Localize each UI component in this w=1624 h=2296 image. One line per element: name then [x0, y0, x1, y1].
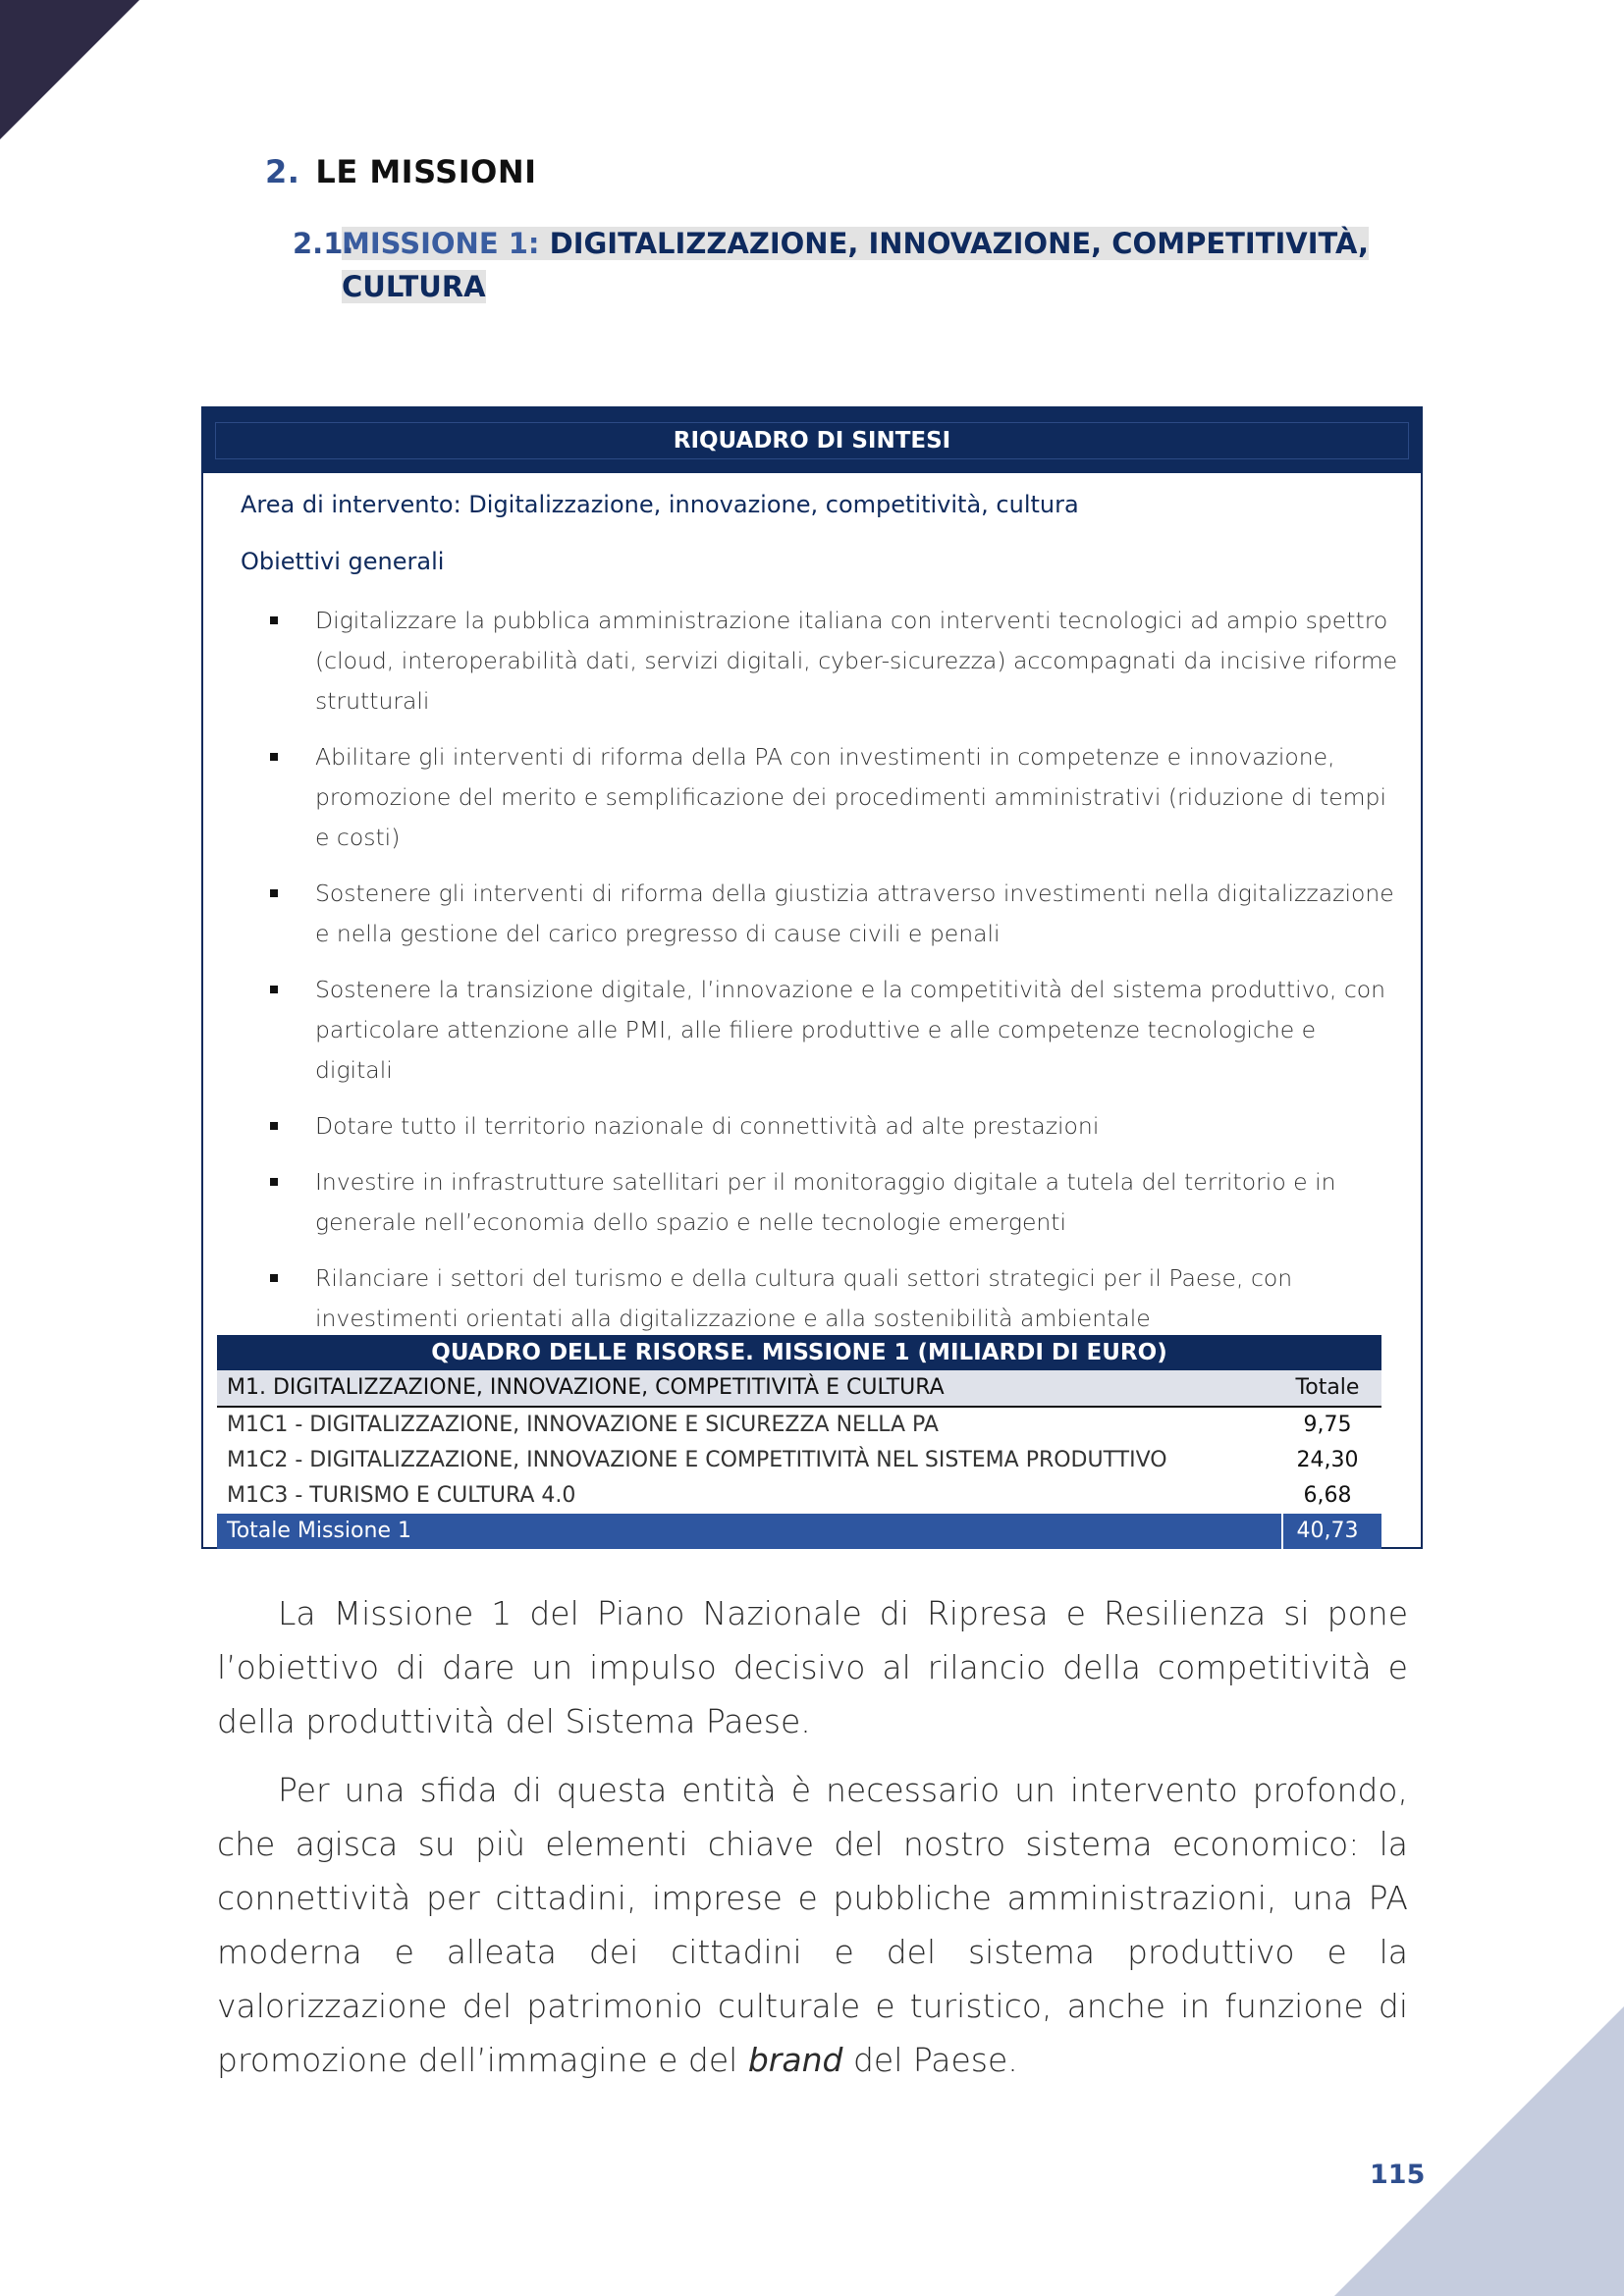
subsection-lead: MISSIONE 1: — [342, 227, 540, 260]
objectives-label: Obiettivi generali — [241, 548, 445, 575]
bullet-icon — [270, 753, 278, 761]
table-row: M1C3 - TURISMO E CULTURA 4.0 6,68 — [227, 1483, 1352, 1508]
list-item: Investire in infrastrutture satellitari per il monitoraggio digitale a tutela del territorio e in generale nell’economia dello spazio e nelle tecnologie emergenti — [241, 1162, 1399, 1243]
subsection-heading — [293, 222, 1392, 308]
objectives-list — [241, 601, 1399, 1355]
list-item: Rilanciare i settori del turismo e della cultura quali settori strategici per il Paese, con investimenti orientati alla digitalizzazione e alla sostenibilità ambientale — [241, 1258, 1399, 1339]
header-label: M1. DIGITALIZZAZIONE, INNOVAZIONE, COMPETITIVITÀ E CULTURA — [227, 1375, 945, 1400]
intervention-area: Area di intervento: Digitalizzazione, innovazione, competitività, cultura — [241, 491, 1079, 518]
bullet-icon — [270, 616, 278, 624]
page-number: 115 — [1370, 2160, 1426, 2190]
bullet-icon — [270, 986, 278, 993]
subsection-title: DIGITALIZZAZIONE, INNOVAZIONE, COMPETITIVITÀ, CULTURA — [342, 227, 1370, 303]
section-title: LE MISSIONI — [315, 153, 537, 190]
resources-table-title: QUADRO DELLE RISORSE. MISSIONE 1 (MILIARDI DI EURO) — [217, 1335, 1381, 1370]
summary-box — [201, 406, 1423, 1549]
body-paragraph-2: Per una sfida di questa entità è necessario un intervento profondo, che agisca su più elementi chiave del nostro sistema economico: la connettività per cittadini, imprese e pubbliche amministrazioni, una PA moderna e alleata dei cittadini e del sistema produttivo e la valorizzazione del patrimonio culturale e turistico, anche in funzione di promozione dell’immagine e del brand del Paese. — [217, 1771, 1408, 2079]
table-row: M1C2 - DIGITALIZZAZIONE, INNOVAZIONE E COMPETITIVITÀ NEL SISTEMA PRODUTTIVO 24,30 — [227, 1448, 1359, 1472]
list-item: Sostenere gli interventi di riforma della giustizia attraverso investimenti nella digitalizzazione e nella gestione del carico pregresso di cause civili e penali — [241, 874, 1399, 954]
list-item: Abilitare gli interventi di riforma della PA con investimenti in competenze e innovazione, promozione del merito e semplificazione dei procedimenti amministrativi (riduzione di tempi e costi) — [241, 737, 1399, 858]
section-heading — [265, 153, 537, 190]
total-value: 40,73 — [1296, 1519, 1359, 1543]
bullet-icon — [270, 1274, 278, 1282]
bullet-icon — [270, 1122, 278, 1130]
list-item: Sostenere la transizione digitale, l’innovazione e la competitività del sistema produttivo, con particolare attenzione alle PMI, alle filiere produttive e alle competenze tecnologiche e digitali — [241, 970, 1399, 1091]
resources-table — [217, 1335, 1381, 1549]
section-number: 2. — [265, 153, 300, 190]
corner-decoration-top-left — [0, 0, 139, 139]
summary-box-title: RIQUADRO DI SINTESI — [203, 408, 1421, 473]
resources-table-header — [217, 1370, 1381, 1408]
total-row — [217, 1514, 1381, 1549]
header-value: Totale — [1295, 1375, 1360, 1400]
bullet-icon — [270, 1178, 278, 1186]
table-row: M1C1 - DIGITALIZZAZIONE, INNOVAZIONE E SICUREZZA NELLA PA 9,75 — [227, 1413, 1352, 1437]
subsection-number: 2.1. — [293, 227, 354, 260]
list-item: Digitalizzare la pubblica amministrazione italiana con interventi tecnologici ad ampio spettro (cloud, interoperabilità dati, servizi digitali, cyber-sicurezza) accompagnati da incisive riforme strutturali — [241, 601, 1399, 721]
body-paragraph-1: La Missione 1 del Piano Nazionale di Ripresa e Resilienza si pone l’obiettivo di dare un impulso decisivo al rilancio della competitività e della produttività del Sistema Paese. — [217, 1594, 1408, 1740]
bullet-icon — [270, 889, 278, 897]
total-label: Totale Missione 1 — [227, 1519, 411, 1543]
list-item: Dotare tutto il territorio nazionale di connettività ad alte prestazioni — [241, 1106, 1399, 1147]
